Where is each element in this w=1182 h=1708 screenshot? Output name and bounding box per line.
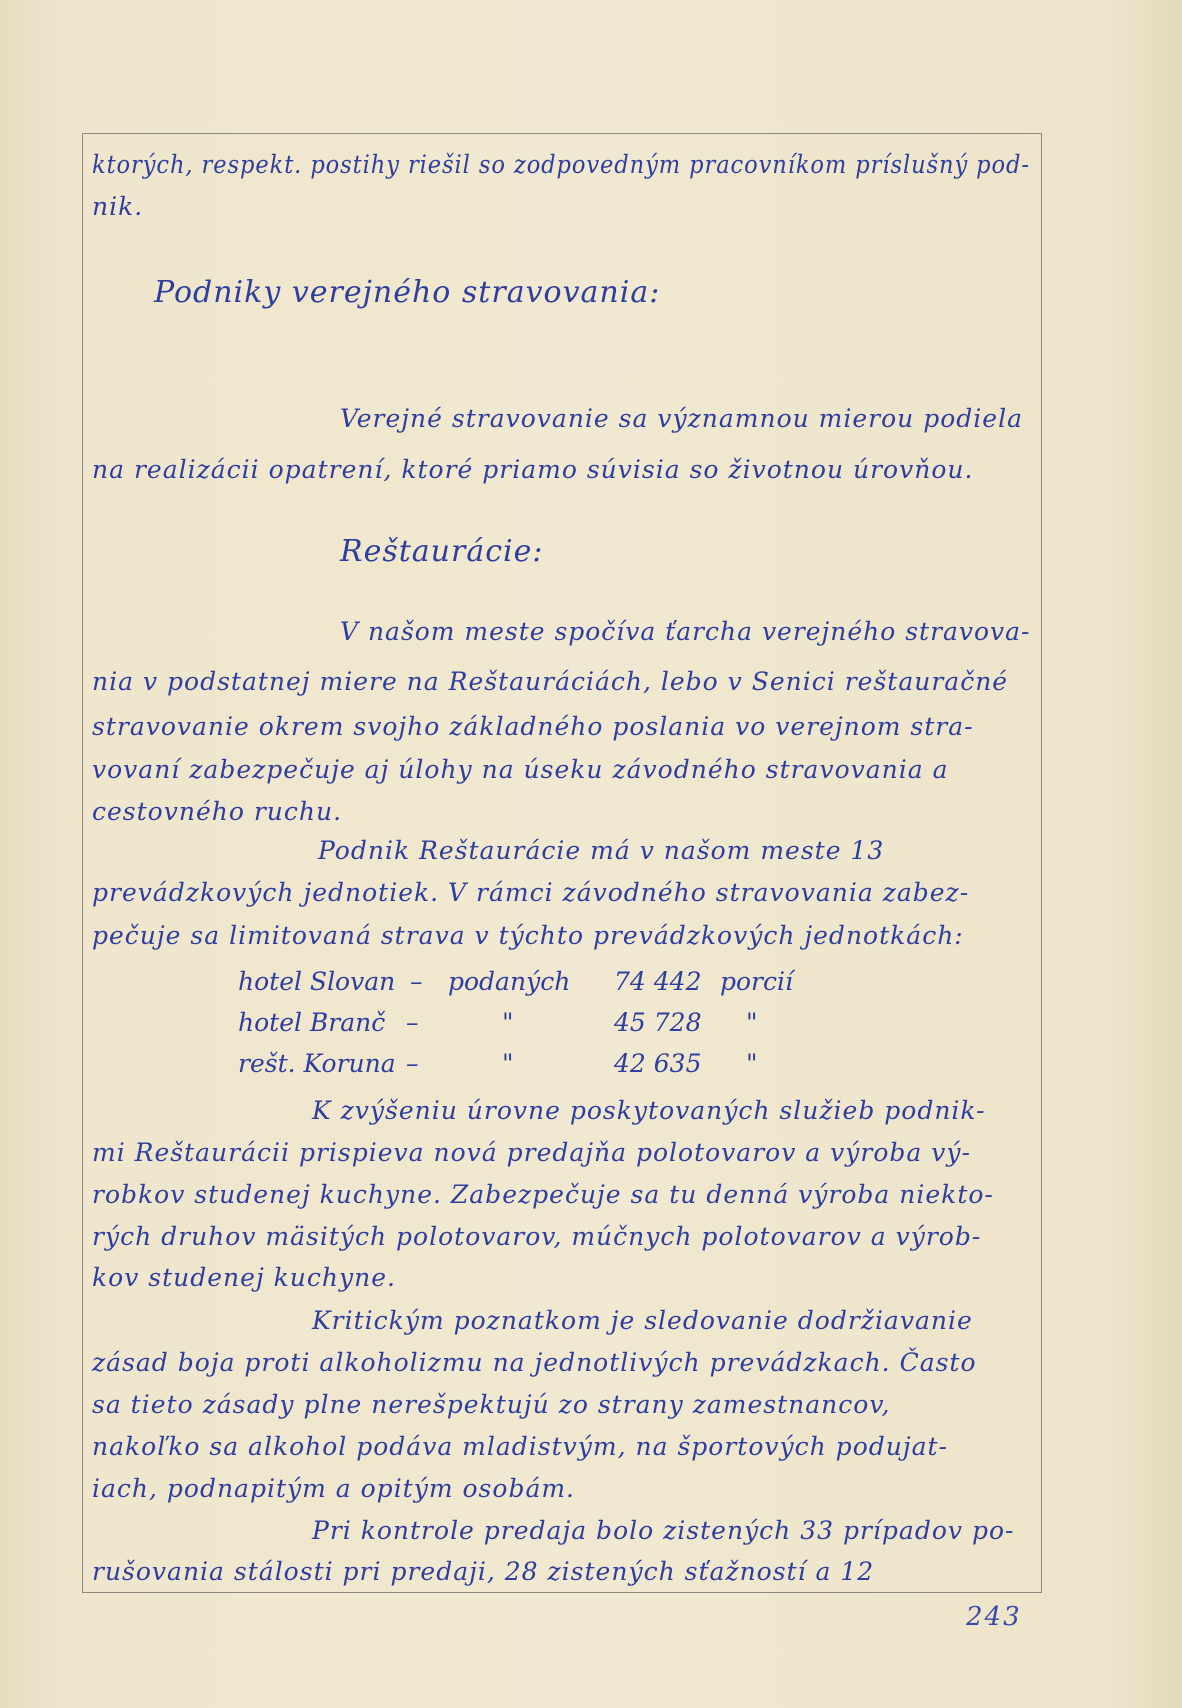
- table-cell-dash: –: [406, 1049, 419, 1078]
- table-cell-unit: porcií: [720, 967, 793, 996]
- text-line: stravovanie okrem svojho základného poslania vo verejnom stra-: [92, 712, 974, 741]
- text-line: kov studenej kuchyne.: [92, 1263, 396, 1292]
- text-line: ktorých, respekt. postihy riešil so zodpovedným pracovníkom príslušný pod-: [92, 150, 1030, 179]
- table-cell-name: hotel Branč: [238, 1008, 386, 1037]
- table-cell-name: rešt. Koruna: [238, 1049, 396, 1078]
- section-heading: Reštaurácie:: [340, 534, 544, 569]
- text-line: pečuje sa limitovaná strava v týchto prevádzkových jednotkách:: [92, 921, 964, 950]
- text-line: robkov studenej kuchyne. Zabezpečuje sa tu denná výroba niekto-: [92, 1180, 994, 1209]
- table-row: [238, 1008, 858, 1042]
- text-line: prevádzkových jednotiek. V rámci závodného stravovania zabez-: [92, 878, 970, 907]
- table-cell-unit: ": [746, 1049, 758, 1078]
- page-number: 243: [966, 1602, 1022, 1632]
- table-cell-label: ": [502, 1008, 514, 1037]
- table-row: [238, 1049, 858, 1083]
- table-row: [238, 967, 858, 1001]
- text-line: nakoľko sa alkohol podáva mladistvým, na športových podujat-: [92, 1432, 948, 1461]
- text-line: nia v podstatnej miere na Reštauráciách, lebo v Senici reštauračné: [92, 667, 1009, 696]
- text-line: rušovania stálosti pri predaji, 28 zistených sťažností a 12: [92, 1557, 875, 1586]
- text-line: Verejné stravovanie sa významnou mierou podiela: [340, 404, 1023, 433]
- text-line: rých druhov mäsitých polotovarov, múčnych polotovarov a výrob-: [92, 1222, 982, 1251]
- text-line: na realizácii opatrení, ktoré priamo súvisia so životnou úrovňou.: [92, 455, 974, 484]
- text-line: nik.: [92, 192, 144, 221]
- table-cell-label: ": [502, 1049, 514, 1078]
- text-line: V našom meste spočíva ťarcha verejného stravova-: [340, 617, 1031, 646]
- section-heading: Podniky verejného stravovania:: [154, 275, 661, 310]
- table-cell-dash: –: [410, 967, 423, 996]
- text-line: zásad boja proti alkoholizmu na jednotlivých prevádzkach. Často: [92, 1348, 977, 1377]
- table-cell-value: 45 728: [614, 1008, 702, 1037]
- text-line: mi Reštaurácii prispieva nová predajňa polotovarov a výroba vý-: [92, 1138, 971, 1167]
- text-line: cestovného ruchu.: [92, 797, 343, 826]
- table-cell-value: 42 635: [614, 1049, 702, 1078]
- text-line: Pri kontrole predaja bolo zistených 33 prípadov po-: [312, 1516, 1015, 1545]
- text-line: Podnik Reštaurácie má v našom meste 13: [318, 836, 885, 865]
- table-cell-dash: –: [406, 1008, 419, 1037]
- text-line: sa tieto zásady plne nerešpektujú zo strany zamestnancov,: [92, 1390, 891, 1419]
- table-cell-name: hotel Slovan: [238, 967, 396, 996]
- text-line: vovaní zabezpečuje aj úlohy na úseku závodného stravovania a: [92, 755, 949, 784]
- text-line: iach, podnapitým a opitým osobám.: [92, 1474, 575, 1503]
- table-cell-value: 74 442: [614, 967, 702, 996]
- table-cell-unit: ": [746, 1008, 758, 1037]
- text-line: Kritickým poznatkom je sledovanie dodržiavanie: [312, 1306, 973, 1335]
- table-cell-label: podaných: [448, 967, 571, 996]
- text-line: K zvýšeniu úrovne poskytovaných služieb podnik-: [312, 1096, 986, 1125]
